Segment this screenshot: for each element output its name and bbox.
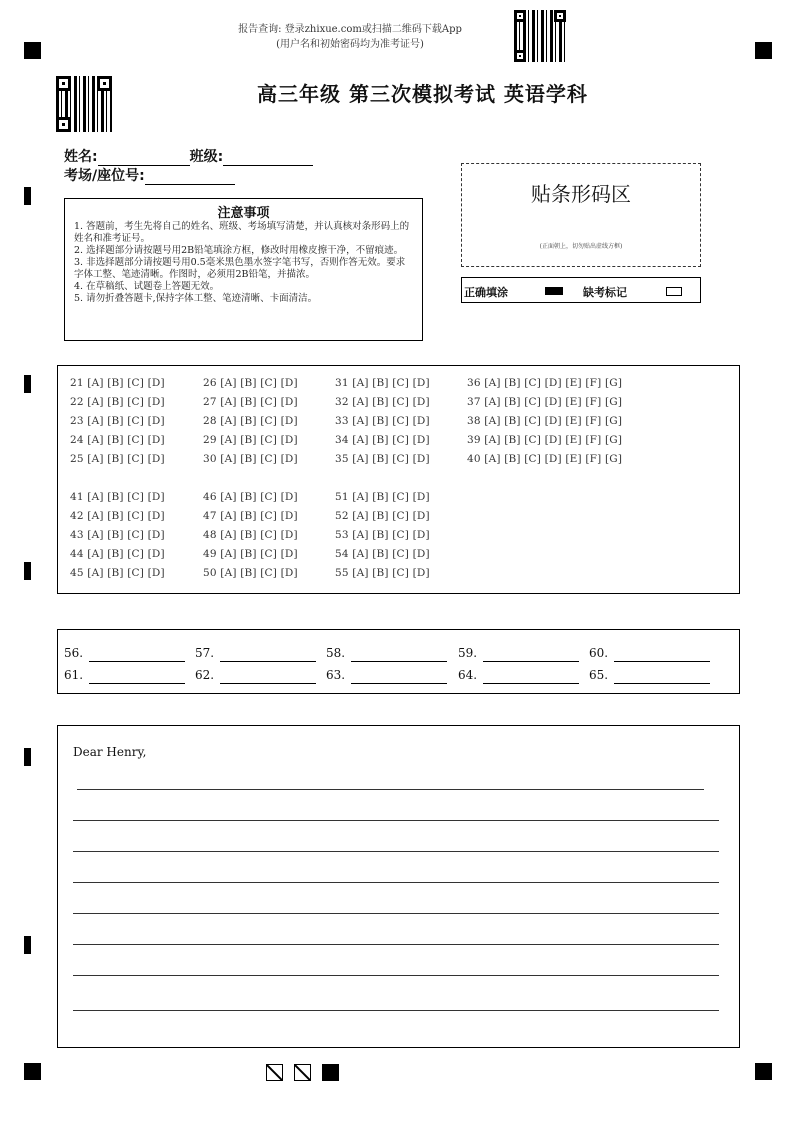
writing-line[interactable] xyxy=(73,820,719,821)
fill-in-answer-line[interactable] xyxy=(89,683,185,684)
writing-line[interactable] xyxy=(73,944,719,945)
corner-mark-bottom-right xyxy=(755,1063,772,1080)
seat-label: 考场/座位号: xyxy=(64,168,145,184)
fill-in-number: 57. xyxy=(195,646,215,660)
correct-fill-label: 正确填涂 xyxy=(464,286,508,299)
absent-mark-box[interactable] xyxy=(666,287,682,296)
question-27-options[interactable]: 27 [A] [B] [C] [D] xyxy=(203,396,298,408)
question-23-options[interactable]: 23 [A] [B] [C] [D] xyxy=(70,415,165,427)
writing-line[interactable] xyxy=(73,913,719,914)
side-mark xyxy=(24,562,31,580)
student-qr-code xyxy=(56,76,112,132)
writing-salutation: Dear Henry, xyxy=(73,745,147,759)
writing-line[interactable] xyxy=(73,851,719,852)
side-mark xyxy=(24,187,31,205)
app-qr-code[interactable] xyxy=(514,10,566,62)
class-input-line[interactable] xyxy=(223,151,313,166)
login-note-line: 报告查询: 登录zhixue.com或扫描二维码下载App xyxy=(238,24,462,35)
corner-mark-bottom-left xyxy=(24,1063,41,1080)
question-22-options[interactable]: 22 [A] [B] [C] [D] xyxy=(70,396,165,408)
seat-input-line[interactable] xyxy=(145,170,235,185)
fill-in-number: 62. xyxy=(195,668,215,682)
fill-in-number: 59. xyxy=(458,646,478,660)
fill-in-number: 63. xyxy=(326,668,346,682)
notice-item: 5. 请勿折叠答题卡,保持字体工整、笔迹清晰、卡面清洁。 xyxy=(74,293,318,304)
question-39-options[interactable]: 39 [A] [B] [C] [D] [E] [F] [G] xyxy=(467,434,623,446)
question-51-options[interactable]: 51 [A] [B] [C] [D] xyxy=(335,491,430,503)
question-34-options[interactable]: 34 [A] [B] [C] [D] xyxy=(335,434,430,446)
notice-box xyxy=(64,198,423,341)
fill-in-answer-line[interactable] xyxy=(614,683,710,684)
barcode-title: 贴条形码区 xyxy=(531,182,631,206)
page-mark-slash xyxy=(294,1064,311,1081)
notice-item: 4. 在草稿纸、试题卷上答题无效。 xyxy=(74,281,220,292)
class-label: 班级: xyxy=(189,149,224,165)
question-37-options[interactable]: 37 [A] [B] [C] [D] [E] [F] [G] xyxy=(467,396,623,408)
question-30-options[interactable]: 30 [A] [B] [C] [D] xyxy=(203,453,298,465)
question-38-options[interactable]: 38 [A] [B] [C] [D] [E] [F] [G] xyxy=(467,415,623,427)
notice-item: 3. 非选择题部分请按题号用0.5毫米黑色墨水签字笔书写，否则作答无效。要求字体工整、笔迹清晰。作图时，必须用2B铅笔，并描浓。 xyxy=(74,257,406,280)
question-33-options[interactable]: 33 [A] [B] [C] [D] xyxy=(335,415,430,427)
side-mark xyxy=(24,936,31,954)
fill-in-number: 58. xyxy=(326,646,346,660)
name-input-line[interactable] xyxy=(98,151,190,166)
question-46-options[interactable]: 46 [A] [B] [C] [D] xyxy=(203,491,298,503)
fill-in-answer-line[interactable] xyxy=(483,683,579,684)
question-49-options[interactable]: 49 [A] [B] [C] [D] xyxy=(203,548,298,560)
writing-line[interactable] xyxy=(77,789,704,790)
question-36-options[interactable]: 36 [A] [B] [C] [D] [E] [F] [G] xyxy=(467,377,623,389)
seat-field[interactable] xyxy=(64,165,235,185)
writing-line[interactable] xyxy=(73,882,719,883)
login-note xyxy=(210,22,490,52)
name-field[interactable] xyxy=(64,146,313,166)
question-29-options[interactable]: 29 [A] [B] [C] [D] xyxy=(203,434,298,446)
fill-in-answer-line[interactable] xyxy=(220,683,316,684)
question-31-options[interactable]: 31 [A] [B] [C] [D] xyxy=(335,377,430,389)
corner-mark-top-left xyxy=(24,42,41,59)
fill-in-answer-line[interactable] xyxy=(351,661,447,662)
question-35-options[interactable]: 35 [A] [B] [C] [D] xyxy=(335,453,430,465)
fill-legend xyxy=(461,277,701,303)
question-53-options[interactable]: 53 [A] [B] [C] [D] xyxy=(335,529,430,541)
fill-in-answer-line[interactable] xyxy=(220,661,316,662)
fill-in-number: 60. xyxy=(589,646,609,660)
notice-item: 2. 选择题部分请按题号用2B铅笔填涂方框，修改时用橡皮擦干净，不留痕迹。 xyxy=(74,245,404,256)
name-label: 姓名: xyxy=(64,149,98,165)
question-41-options[interactable]: 41 [A] [B] [C] [D] xyxy=(70,491,165,503)
question-28-options[interactable]: 28 [A] [B] [C] [D] xyxy=(203,415,298,427)
writing-line[interactable] xyxy=(73,1010,719,1011)
correct-fill-sample xyxy=(545,287,563,295)
absent-mark-label: 缺考标记 xyxy=(583,286,627,299)
writing-line[interactable] xyxy=(73,975,719,976)
fill-in-answer-line[interactable] xyxy=(483,661,579,662)
fill-in-number: 65. xyxy=(589,668,609,682)
notice-title: 注意事项 xyxy=(217,206,270,221)
fill-in-number: 64. xyxy=(458,668,478,682)
fill-in-answer-line[interactable] xyxy=(614,661,710,662)
question-50-options[interactable]: 50 [A] [B] [C] [D] xyxy=(203,567,298,579)
notice-item: 1. 答题前，考生先将自己的姓名、班级、考场填写清楚，并认真核对条形码上的姓名和准考证号。 xyxy=(74,221,410,244)
question-54-options[interactable]: 54 [A] [B] [C] [D] xyxy=(335,548,430,560)
question-47-options[interactable]: 47 [A] [B] [C] [D] xyxy=(203,510,298,522)
question-24-options[interactable]: 24 [A] [B] [C] [D] xyxy=(70,434,165,446)
question-52-options[interactable]: 52 [A] [B] [C] [D] xyxy=(335,510,430,522)
page-title: 高三年级 第三次模拟考试 英语学科 xyxy=(257,82,588,106)
question-25-options[interactable]: 25 [A] [B] [C] [D] xyxy=(70,453,165,465)
question-42-options[interactable]: 42 [A] [B] [C] [D] xyxy=(70,510,165,522)
question-44-options[interactable]: 44 [A] [B] [C] [D] xyxy=(70,548,165,560)
notice-list xyxy=(65,221,422,305)
question-45-options[interactable]: 45 [A] [B] [C] [D] xyxy=(70,567,165,579)
writing-box[interactable] xyxy=(57,725,740,1048)
question-55-options[interactable]: 55 [A] [B] [C] [D] xyxy=(335,567,430,579)
corner-mark-top-right xyxy=(755,42,772,59)
question-32-options[interactable]: 32 [A] [B] [C] [D] xyxy=(335,396,430,408)
page-mark-slash xyxy=(266,1064,283,1081)
barcode-area[interactable] xyxy=(461,163,701,267)
question-40-options[interactable]: 40 [A] [B] [C] [D] [E] [F] [G] xyxy=(467,453,623,465)
question-48-options[interactable]: 48 [A] [B] [C] [D] xyxy=(203,529,298,541)
question-26-options[interactable]: 26 [A] [B] [C] [D] xyxy=(203,377,298,389)
fill-in-number: 61. xyxy=(64,668,84,682)
side-mark xyxy=(24,375,31,393)
question-43-options[interactable]: 43 [A] [B] [C] [D] xyxy=(70,529,165,541)
account-note-line: (用户名和初始密码均为准考证号) xyxy=(276,39,424,50)
fill-in-answer-line[interactable] xyxy=(89,661,185,662)
page-mark-filled xyxy=(322,1064,339,1081)
question-21-options[interactable]: 21 [A] [B] [C] [D] xyxy=(70,377,165,389)
side-mark xyxy=(24,748,31,766)
barcode-hint: (正面朝上，切勿贴出虚线方框) xyxy=(539,243,623,250)
fill-in-answer-line[interactable] xyxy=(351,683,447,684)
fill-in-number: 56. xyxy=(64,646,84,660)
